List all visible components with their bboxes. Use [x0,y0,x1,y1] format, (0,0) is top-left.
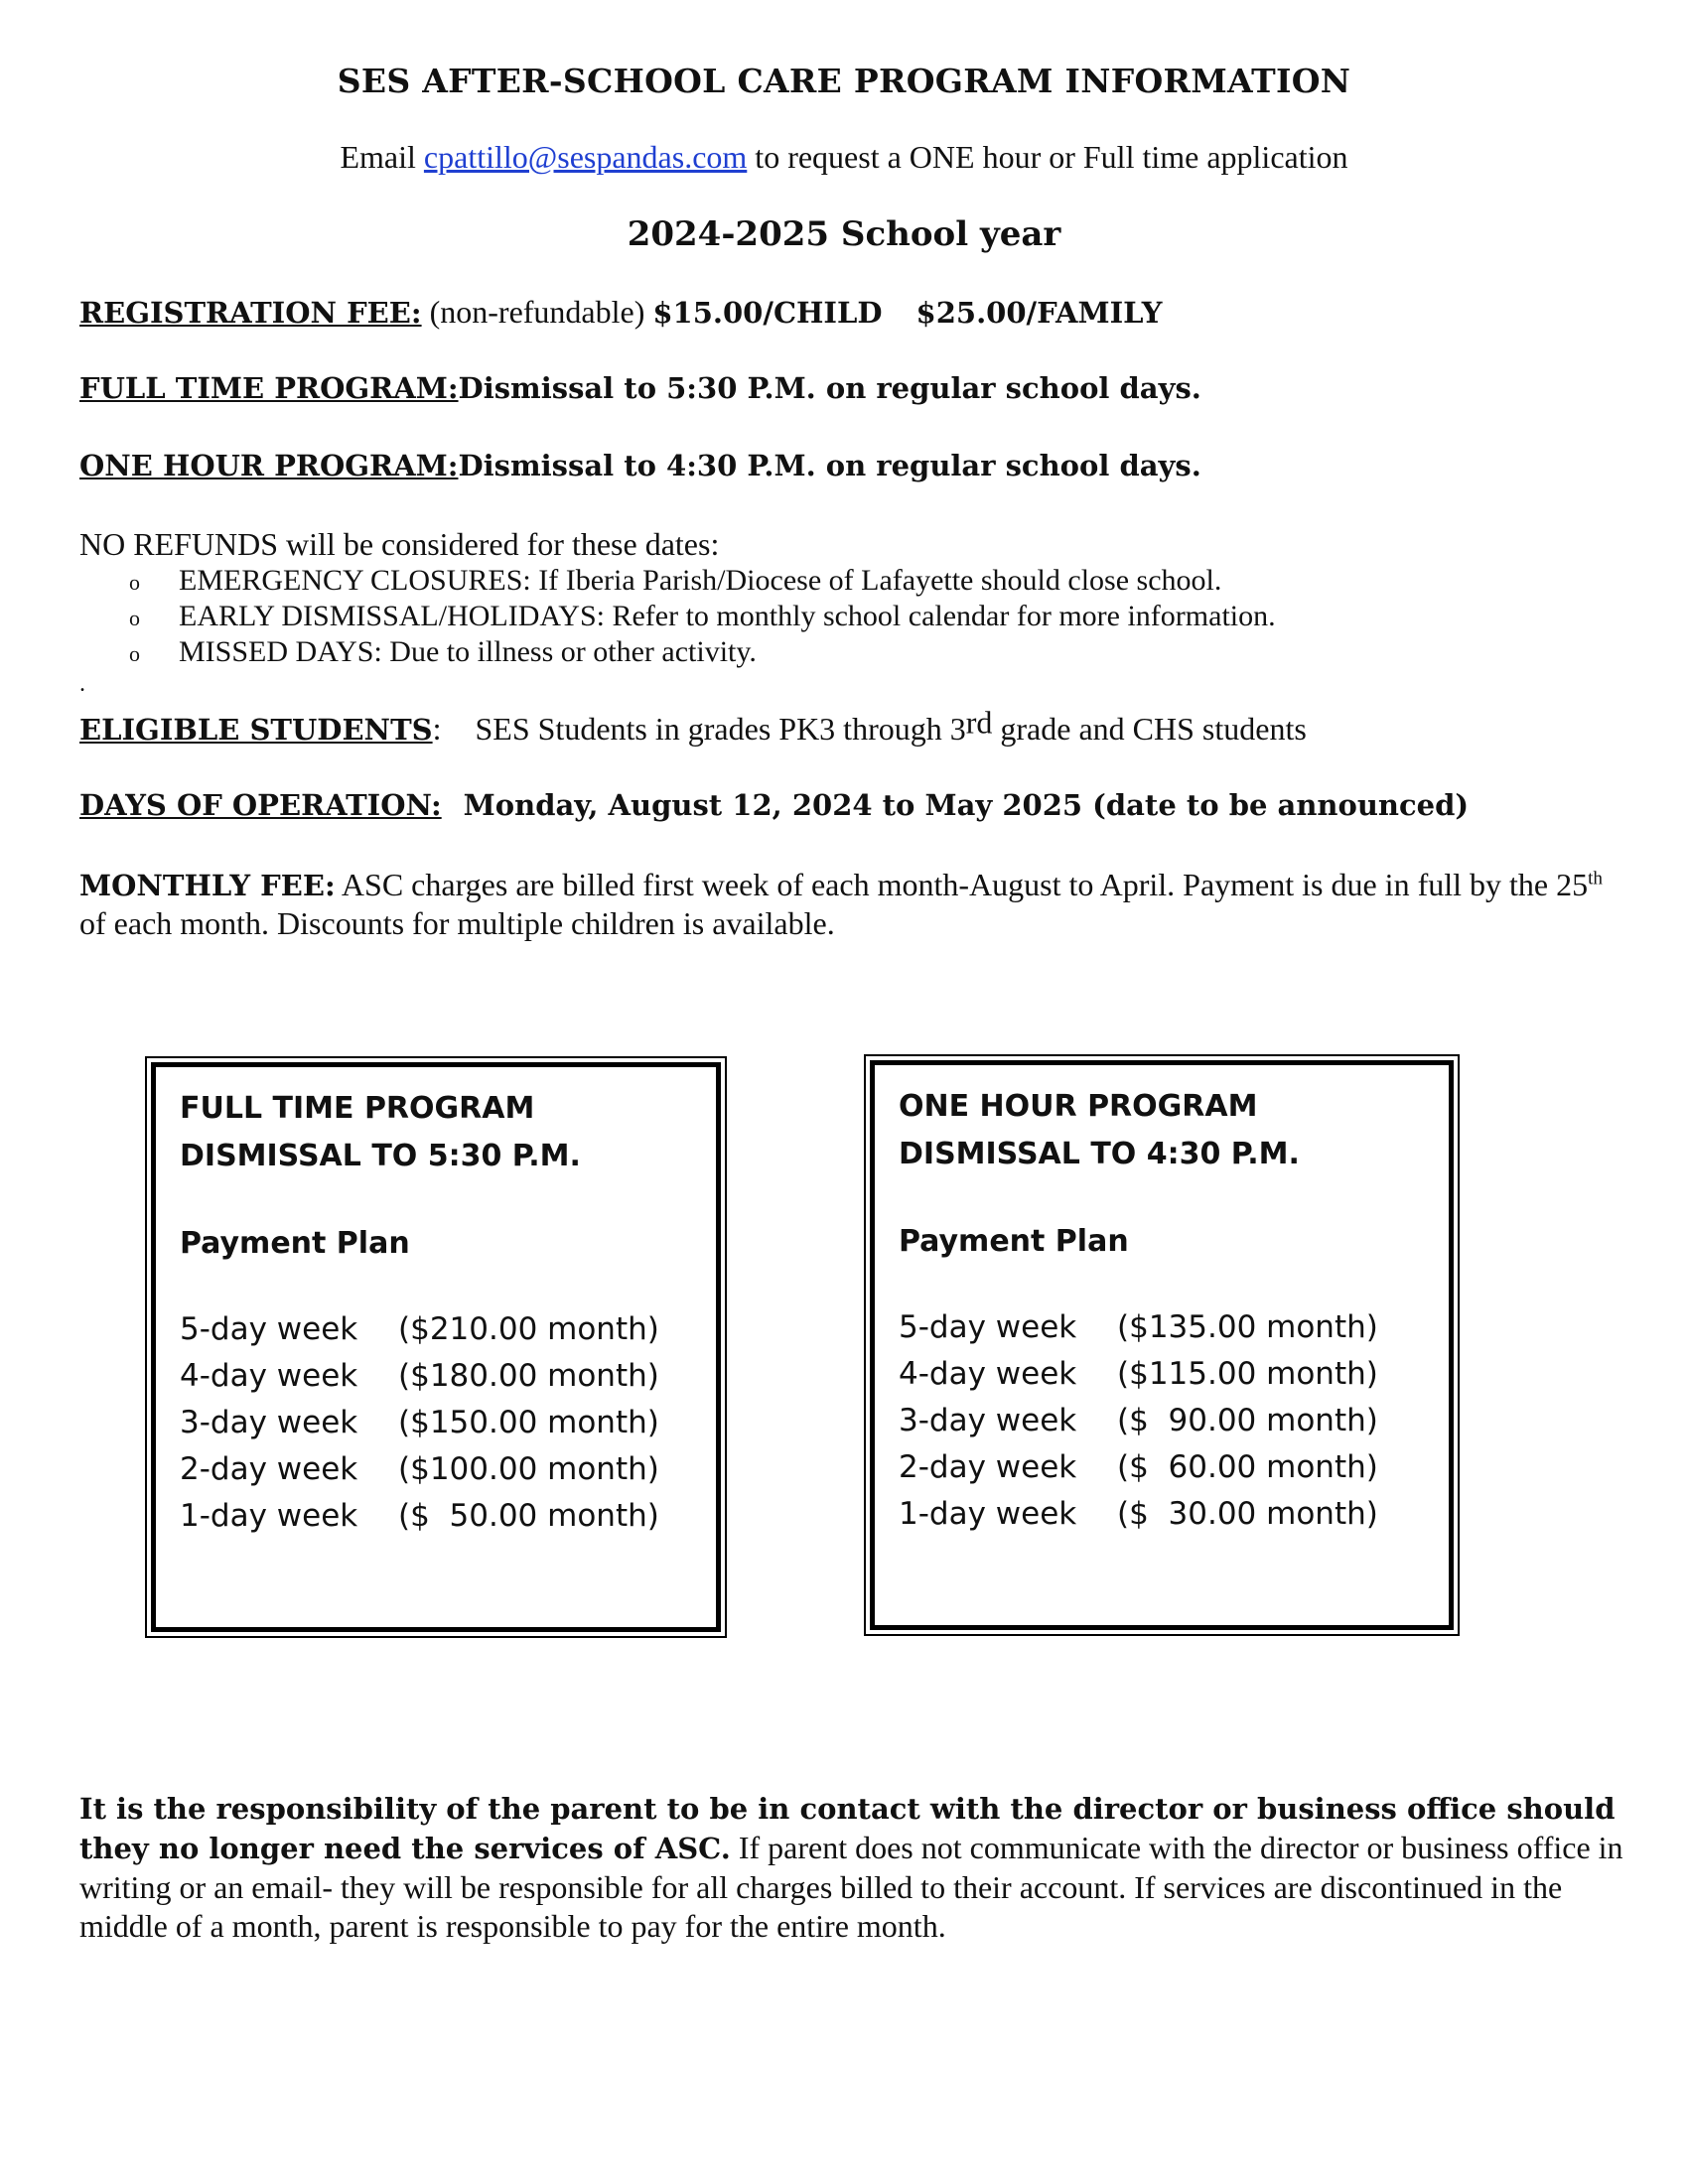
refund-exception-item [129,635,757,669]
refund-exception-text: MISSED DAYS: Due to illness or other activity. [179,635,757,668]
registration-fee-label: REGISTRATION FEE: [79,296,422,330]
days-of-operation-label: DAYS OF OPERATION: [79,788,442,822]
plan-amount: ($210.00 month) [398,1311,659,1347]
refund-exception-item [129,600,1276,633]
email-instruction [0,139,1688,176]
full-time-program-text: Dismissal to 5:30 P.M. on regular school days. [458,371,1201,405]
responsibility-bold-text: It is the responsibility of the parent to be in contact with the director or business office should they no longer need the services of ASC. [79,1792,1616,1865]
plan-amount: ($ 50.00 month) [398,1498,659,1534]
page-title: SES AFTER-SCHOOL CARE PROGRAM INFORMATION [337,62,1351,100]
eligible-students-colon: : [432,711,442,747]
eligible-students-text: SES Students in grades PK3 through 3 [475,711,966,747]
bullet-circle-icon: o [129,606,140,631]
plan-amount: ($180.00 month) [398,1358,659,1394]
one-hour-payment-box [870,1060,1454,1630]
registration-fee-child: $15.00/CHILD [652,296,883,330]
box-program-name: ONE HOUR PROGRAM [899,1089,1258,1124]
one-hour-program-text: Dismissal to 4:30 P.M. on regular school days. [458,449,1201,482]
refunds-intro: NO REFUNDS will be considered for these dates: [79,526,720,562]
school-year-heading: 2024-2025 School year [627,214,1061,254]
plan-days: 4-day week [899,1356,1077,1392]
monthly-fee-text: ASC charges are billed first week of each month-August to April. Payment is due in full by the 25 [335,867,1589,902]
bullet-circle-icon: o [129,641,140,667]
email-prefix: Email [340,139,424,175]
box-dismissal-time: DISMISSAL TO 5:30 P.M. [180,1139,581,1173]
plan-amount: ($150.00 month) [398,1405,659,1440]
plan-days: 4-day week [180,1358,358,1394]
email-link[interactable]: cpattillo@sespandas.com [423,139,748,175]
eligible-students-sup: rd [965,704,993,741]
monthly-fee-text-end: of each month. Discounts for multiple children is available. [79,905,835,941]
plan-amount: ($ 60.00 month) [1117,1449,1378,1485]
payment-plan-row [180,1306,659,1353]
payment-plan-row [180,1493,659,1540]
days-of-operation-text: Monday, August 12, 2024 to May 2025 (date to be announced) [463,788,1470,822]
payment-plan-row [180,1446,659,1493]
payment-plan-row [899,1351,1378,1398]
payment-plan-row [180,1353,659,1400]
email-suffix: to request a ONE hour or Full time application [747,139,1348,175]
payment-plan-row [899,1444,1378,1491]
days-of-operation-row [79,788,1469,822]
plan-days: 2-day week [899,1449,1077,1485]
registration-fee-family: $25.00/FAMILY [915,296,1163,330]
refund-exception-text: EMERGENCY CLOSURES: If Iberia Parish/Diocese of Lafayette should close school. [179,564,1222,597]
plan-amount: ($100.00 month) [398,1451,659,1487]
full-time-program-label: FULL TIME PROGRAM: [79,371,459,405]
stray-period: . [79,671,85,697]
eligible-students-label: ELIGIBLE STUDENTS [79,713,433,747]
plan-days: 1-day week [899,1496,1077,1532]
one-hour-program-label: ONE HOUR PROGRAM: [79,449,459,482]
refund-exception-text: EARLY DISMISSAL/HOLIDAYS: Refer to monthly school calendar for more information. [179,600,1276,632]
plan-days: 2-day week [180,1451,358,1487]
plan-days: 1-day week [180,1498,358,1534]
eligible-students-text-end: grade and CHS students [992,711,1307,747]
plan-days: 3-day week [180,1405,358,1440]
payment-plan-row [899,1491,1378,1538]
full-time-program-row [79,371,1201,405]
plan-amount: ($ 30.00 month) [1117,1496,1378,1532]
box-dismissal-time: DISMISSAL TO 4:30 P.M. [899,1137,1300,1171]
payment-plan-heading: Payment Plan [899,1224,1129,1259]
registration-fee-row [79,294,1162,331]
payment-plan-list [899,1304,1378,1538]
plan-amount: ($135.00 month) [1117,1309,1378,1345]
eligible-students-row [79,704,1307,748]
plan-days: 3-day week [899,1403,1077,1438]
one-hour-program-row [79,449,1201,482]
monthly-fee-sup: th [1588,868,1604,889]
monthly-fee-label: MONTHLY FEE: [79,869,336,902]
payment-plan-heading: Payment Plan [180,1226,410,1261]
plan-days: 5-day week [899,1309,1077,1345]
plan-days: 5-day week [180,1311,358,1347]
payment-plan-row [899,1398,1378,1444]
payment-plan-list [180,1306,659,1540]
registration-fee-note: (non-refundable) [421,294,653,330]
refund-exception-item [129,564,1221,598]
payment-plan-row [180,1400,659,1446]
payment-plan-row [899,1304,1378,1351]
responsibility-paragraph [79,1789,1628,1946]
monthly-fee-paragraph [79,866,1618,942]
responsibility-text: If parent does not communicate with the director or business office in writing or an email- they will be responsible for all charges billed to their account. If services are discontinued in the middle of a month, parent is responsible to pay for the entire month. [79,1830,1623,1944]
plan-amount: ($115.00 month) [1117,1356,1378,1392]
plan-amount: ($ 90.00 month) [1117,1403,1378,1438]
box-program-name: FULL TIME PROGRAM [180,1091,535,1126]
bullet-circle-icon: o [129,570,140,596]
full-time-payment-box [151,1062,721,1632]
